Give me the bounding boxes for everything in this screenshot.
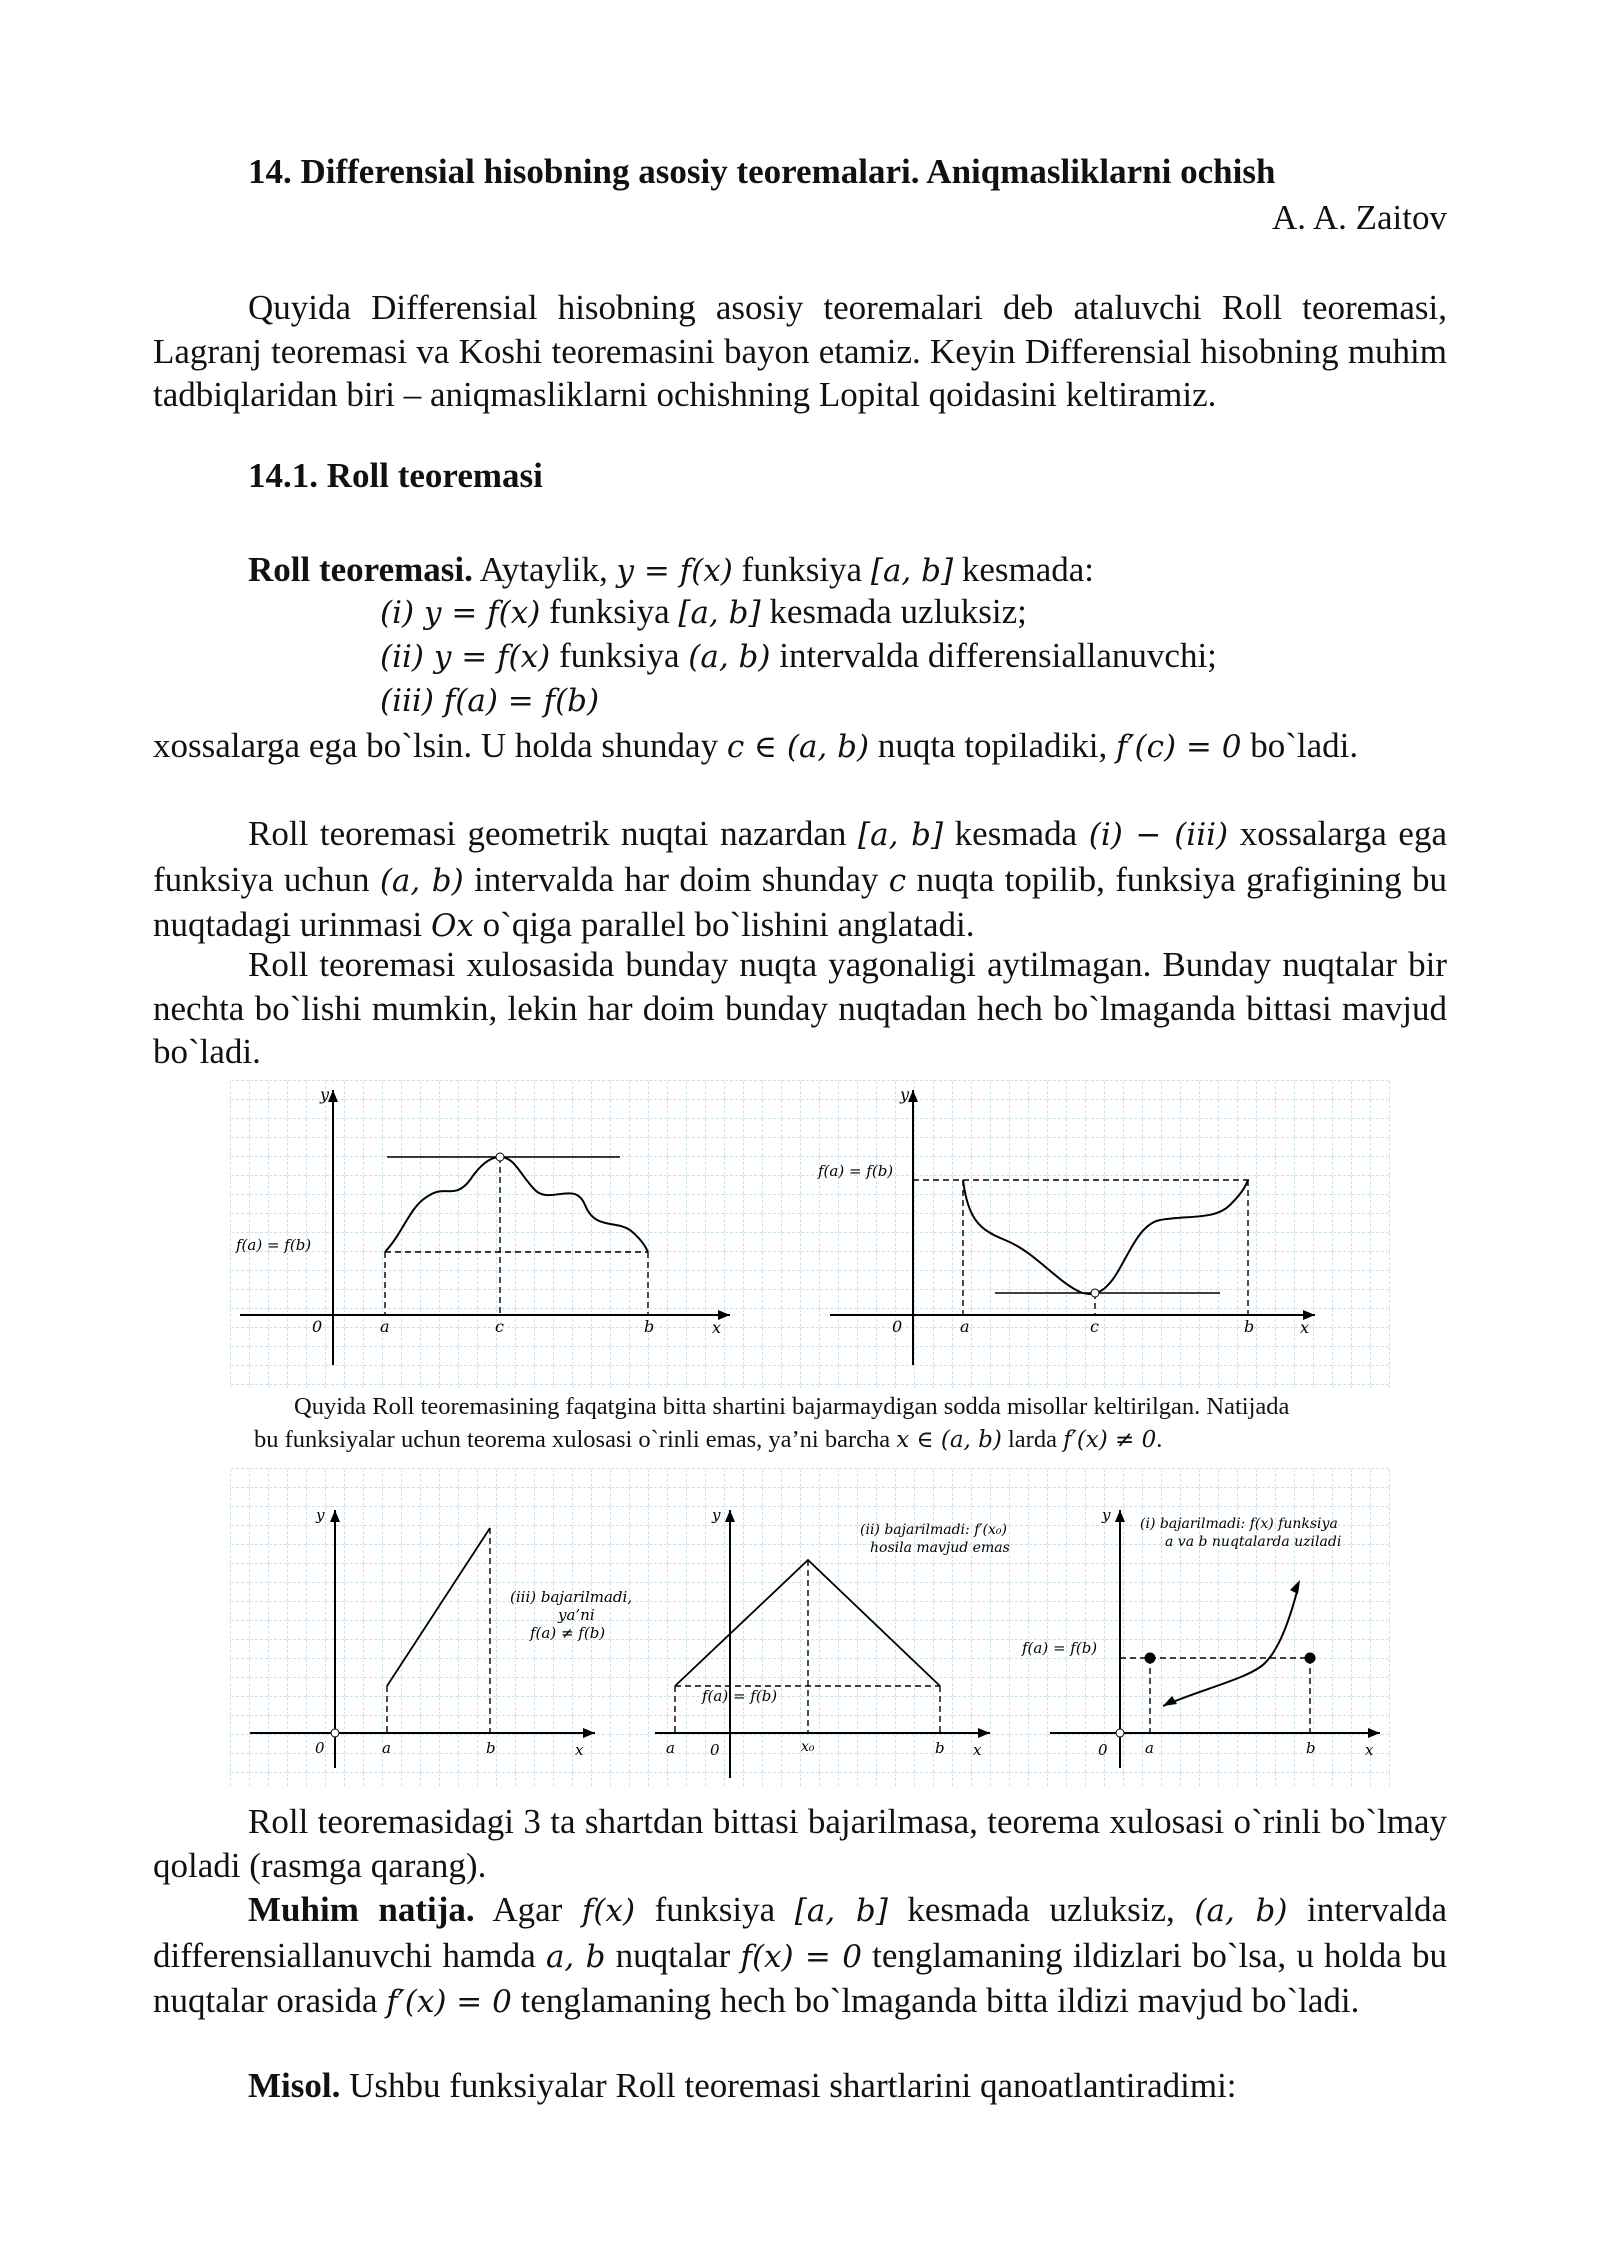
section-title: 14.1. Roll teoremasi xyxy=(248,456,543,495)
origin-point xyxy=(331,1729,339,1737)
para-text: tenglamaning ildizlari bo`lsa, u holda bu nuqtalar orasida xyxy=(153,1935,1447,2020)
para-math: f(x) = 0 xyxy=(740,1938,862,1975)
para-math: f′(x) = 0 xyxy=(386,1984,512,2020)
caption-math: x ∈ (a, b) xyxy=(896,1427,1002,1453)
conclusion-math: f′(c) = 0 xyxy=(1116,729,1242,765)
important-label: Muhim natija. xyxy=(248,1890,475,1929)
condition-text: funksiya xyxy=(540,592,679,631)
note-i: (i) bajarilmadi: f(x) funksiya xyxy=(1140,1516,1338,1532)
para-text: Ushbu funksiyalar Roll teoremasi shartlarini qanoatlantiradimi: xyxy=(340,2066,1237,2105)
theorem-conclusion xyxy=(153,724,1447,770)
after-figure-paragraph: Roll teoremasidagi 3 ta shartdan bittasi bajarilmasa, teorema xulosasi o`rinli bo`lmay qoladi (rasmga qarang). xyxy=(153,1802,1447,1885)
point-b xyxy=(1305,1653,1316,1664)
figure-caption xyxy=(254,1390,1394,1457)
conclusion-math: c ∈ (a, b) xyxy=(726,729,870,765)
rolle-figure-top xyxy=(230,1080,1390,1390)
theorem-math: y = f(x) xyxy=(616,553,733,589)
point-a xyxy=(1145,1653,1156,1664)
geometric-meaning-paragraph xyxy=(153,812,1447,949)
author-name: A. A. Zaitov xyxy=(1272,198,1447,237)
origin-point xyxy=(1116,1729,1124,1737)
para-text: tenglamaning hech bo`lmaganda bitta ildizi mavjud bo`ladi. xyxy=(511,1981,1360,2020)
x-label: x xyxy=(973,1741,982,1759)
para-math: [a, b] xyxy=(858,817,944,853)
x-label: x xyxy=(1300,1318,1310,1337)
fab-label: f(a) = f(b) xyxy=(1022,1639,1098,1657)
condition-text: intervalda differensiallanuvchi; xyxy=(770,636,1217,675)
note-ii: hosila mavjud emas xyxy=(870,1540,1010,1556)
b-label: b xyxy=(1306,1739,1316,1757)
condition-math: (i) y = f(x) xyxy=(380,595,541,631)
a-label: a xyxy=(960,1317,970,1336)
para-math: [a, b] xyxy=(794,1893,888,1929)
point-c xyxy=(1091,1289,1099,1297)
a-label: a xyxy=(380,1317,390,1336)
fab-label: f(a) = f(b) xyxy=(818,1162,894,1180)
a-label: a xyxy=(1145,1739,1154,1757)
condition-math: (ii) y = f(x) xyxy=(380,639,551,675)
conclusion-text: bo`ladi. xyxy=(1241,726,1359,765)
para-math: a, b xyxy=(545,1938,606,1975)
fab-label: f(a) = f(b) xyxy=(702,1687,778,1705)
condition-3 xyxy=(380,680,599,720)
theorem-lead xyxy=(153,548,1447,594)
grid-background xyxy=(230,1080,1390,1390)
condition-1 xyxy=(380,592,1027,632)
intro-paragraph: Quyida Differensial hisobning asosiy teoremalari deb ataluvchi Roll teoremasi, Lagranj teoremasi va Koshi teoremasini bayon etamiz. Keyin Differensial hisobning muhim tadbiqlaridan biri – aniqmasliklarni ochishning Lopital qoidasini keltiramiz. xyxy=(153,288,1447,414)
para-math: (i) − (iii) xyxy=(1088,817,1229,853)
caption-line: Quyida Roll teoremasining faqatgina bitta shartini bajarmaydigan sodda misollar keltirilgan. Natijada xyxy=(294,1393,1290,1420)
a-label: a xyxy=(666,1739,675,1757)
origin-label: 0 xyxy=(312,1317,323,1336)
caption-math: f′(x) ≠ 0 xyxy=(1063,1427,1157,1453)
example-label: Misol. xyxy=(248,2066,341,2105)
para-text: intervalda har doim shunday xyxy=(463,859,889,899)
c-label: c xyxy=(495,1317,504,1336)
theorem-text: Aytaylik, xyxy=(472,550,617,589)
para-math: (a, b) xyxy=(1194,1893,1288,1929)
condition-text: kesmada uzluksiz; xyxy=(760,592,1027,631)
y-label: y xyxy=(900,1085,910,1104)
para-text: Agar xyxy=(474,1890,582,1929)
point-c xyxy=(496,1153,504,1161)
para-text: intervalda differensiallanuvchi hamda xyxy=(153,1890,1447,1975)
note-ii: (ii) bajarilmadi: f′(x₀) xyxy=(860,1522,1007,1538)
conclusion-text: nuqta topiladiki, xyxy=(869,726,1116,765)
theorem-text: kesmada: xyxy=(953,550,1095,589)
conclusion-text: xossalarga ega bo`lsin. U holda shunday xyxy=(153,726,727,765)
example-paragraph xyxy=(153,2064,1447,2108)
para-math: c xyxy=(888,862,907,899)
para-text: kesmada uzluksiz, xyxy=(887,1890,1195,1929)
note-iii: f(a) ≠ f(b) xyxy=(530,1624,606,1642)
para-text: nuqtalar xyxy=(605,1935,741,1975)
x-label: x xyxy=(712,1318,722,1337)
origin-label: 0 xyxy=(892,1317,903,1336)
origin-label: 0 xyxy=(1098,1741,1108,1759)
a-label: a xyxy=(382,1739,391,1757)
caption-line xyxy=(254,1423,1394,1457)
b-label: b xyxy=(486,1739,496,1757)
b-label: b xyxy=(935,1739,945,1757)
c-label: c xyxy=(1090,1317,1099,1336)
x-label: x xyxy=(575,1741,584,1759)
para-math: Ox xyxy=(431,908,474,944)
fab-label: f(a) = f(b) xyxy=(236,1236,312,1254)
condition-text: funksiya xyxy=(550,636,689,675)
theorem-label: Roll teoremasi. xyxy=(248,550,473,589)
b-label: b xyxy=(1244,1317,1255,1336)
caption-text: larda xyxy=(1001,1426,1064,1453)
condition-math: (a, b) xyxy=(688,639,771,675)
origin-label: 0 xyxy=(315,1739,325,1757)
condition-2 xyxy=(380,636,1217,676)
para-math: (a, b) xyxy=(379,862,464,899)
note-i: a va b nuqtalarda uziladi xyxy=(1165,1534,1342,1550)
note-iii: (iii) bajarilmadi, xyxy=(510,1588,633,1606)
page-title: 14. Differensial hisobning asosiy teoremalari. Aniqmasliklarni ochish xyxy=(248,152,1276,191)
y-label: y xyxy=(320,1085,330,1104)
para-text: kesmada xyxy=(943,814,1089,853)
para-text: o`qiga parallel bo`lishini anglatadi. xyxy=(473,905,975,944)
y-label: y xyxy=(316,1506,325,1524)
y-label: y xyxy=(1102,1506,1111,1524)
note-iii: ya’ni xyxy=(558,1606,595,1624)
para-text: funksiya xyxy=(635,1890,795,1929)
para-text: xossalarga ega funksiya uchun xyxy=(153,814,1447,899)
caption-text: bu funksiyalar uchun teorema xulosasi o`rinli emas, ya’ni barcha xyxy=(254,1426,897,1453)
rolle-figure-bottom xyxy=(230,1468,1390,1788)
b-label: b xyxy=(644,1317,655,1336)
important-result-paragraph xyxy=(153,1888,1447,2025)
para-math: f(x) xyxy=(581,1893,636,1929)
condition-math: (iii) f(a) = f(b) xyxy=(380,683,600,719)
x-label: x xyxy=(1365,1741,1374,1759)
uniqueness-paragraph: Roll teoremasi xulosasida bunday nuqta yagonaligi aytilmagan. Bunday nuqtalar bir nechta bo`lishi mumkin, lekin har doim bunday nuqtadan hech bo`lmaganda bittasi mavjud bo`ladi. xyxy=(153,945,1447,1071)
origin-label: 0 xyxy=(710,1741,720,1759)
para-text: nuqta topilib, funksiya grafigining bu nuqtadagi urinmasi xyxy=(153,859,1447,944)
condition-math: [a, b] xyxy=(678,595,761,631)
theorem-math: [a, b] xyxy=(870,553,954,589)
x0-label: x₀ xyxy=(801,1739,815,1755)
para-text: Roll teoremasi geometrik nuqtai nazardan xyxy=(248,814,858,853)
theorem-text: funksiya xyxy=(732,550,871,589)
y-label: y xyxy=(712,1506,721,1524)
caption-text: . xyxy=(1156,1426,1163,1453)
